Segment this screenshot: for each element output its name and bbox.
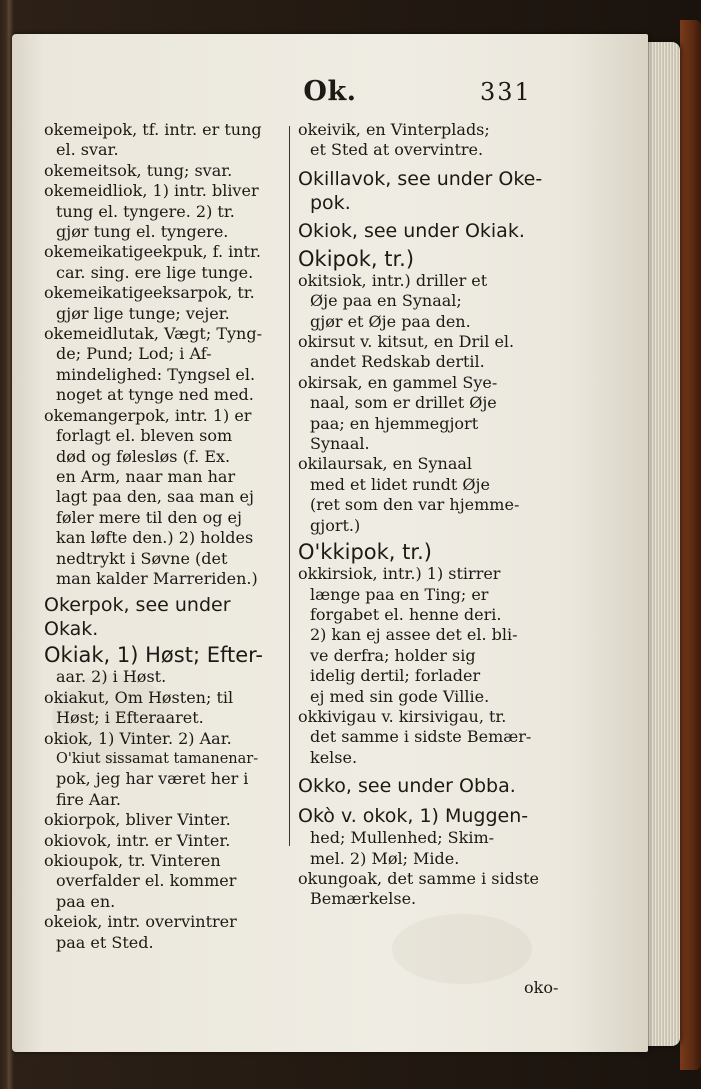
text-line: okiok, 1) Vinter. 2) Aar. (44, 728, 232, 748)
text-line: med et lidet rundt Øje (310, 474, 490, 494)
text-line: okioupok, tr. Vinteren (44, 851, 221, 870)
text-line: okemeikatigeeksarpok, tr. (44, 283, 255, 303)
text-line: naal, som er drillet Øje (310, 393, 497, 413)
text-line: Synaal. (310, 434, 370, 454)
text-line: okemeipok, tf. intr. er tung (44, 120, 262, 139)
running-header: Ok. (303, 76, 357, 107)
text-line: okirsut v. kitsut, en Dril el. (298, 332, 515, 352)
text-line: føler mere til den og ej (56, 507, 242, 527)
text-line: O'kiut sissamat tamanenar- (56, 750, 259, 767)
text-line: okemeidliok, 1) intr. bliver (44, 181, 259, 201)
text-line: overfalder el. kommer (56, 871, 237, 891)
text-line: okemeidlutak, Vægt; Tyng- (44, 324, 262, 344)
text-line: paa en. (56, 891, 116, 911)
text-line: gjør et Øje paa den. (310, 311, 471, 331)
text-line: okilaursak, en Synaal (298, 454, 473, 474)
text-line: noget at tynge ned med. (56, 385, 254, 405)
text-line: gjort.) (310, 515, 361, 535)
text-line: okemangerpok, intr. 1) er (44, 405, 252, 425)
text-line: lagt paa den, saa man ej (56, 487, 254, 507)
text-line: Øje paa en Synaal; (310, 291, 462, 311)
text-line: okitsiok, intr.) driller et (298, 270, 488, 290)
text-line: ej med sin gode Villie. (310, 686, 490, 706)
text-line: 2) kan ej assee det el. bli- (310, 625, 518, 645)
text-line: pok, jeg har været her i (56, 769, 249, 789)
text-line: kelse. (310, 747, 358, 767)
book-cover-edge (680, 20, 701, 1070)
text-line: det samme i sidste Bemær- (310, 727, 532, 747)
text-line: okungoak, det samme i sidste (298, 868, 539, 888)
text-line: pok. (310, 191, 351, 214)
text-line: Okillavok, see under Oke- (298, 167, 543, 190)
text-line: gjør tung el. tyngere. (56, 222, 229, 242)
right-column (298, 120, 594, 910)
text-line: kan løfte den.) 2) holdes (56, 528, 254, 548)
text-line: Okiak, 1) Høst; Efter- (44, 643, 264, 668)
text-line: andet Redskab dertil. (310, 352, 485, 372)
text-line: de; Pund; Lod; i Af- (56, 344, 212, 364)
text-line: okkivigau v. kirsivigau, tr. (298, 706, 507, 726)
text-line: død og følesløs (f. Ex. (56, 446, 231, 466)
catchword: oko- (524, 978, 559, 997)
text-line: Okiok, see under Okiak. (298, 219, 525, 242)
text-line: Høst; i Efteraaret. (56, 708, 204, 728)
text-line: okemeikatigeekpuk, f. intr. (44, 242, 261, 262)
text-line: mindelighed: Tyngsel el. (56, 364, 256, 384)
text-line: okiakut, Om Høsten; til (44, 687, 234, 707)
text-line: et Sted at overvintre. (310, 140, 484, 160)
text-line: Okò v. okok, 1) Muggen- (298, 805, 529, 828)
paper-stain (392, 914, 532, 984)
page-number: 331 (480, 78, 532, 106)
text-line: tung el. tyngere. 2) tr. (56, 201, 235, 221)
text-line: nedtrykt i Søvne (det (56, 548, 228, 568)
text-line: paa; en hjemmegjort (310, 413, 479, 433)
text-line: aar. 2) i Høst. (56, 667, 167, 687)
text-line: okeivik, en Vinterplads; (298, 120, 490, 139)
text-line: Okko, see under Obba. (298, 775, 516, 798)
text-line: mel. 2) Møl; Mide. (310, 848, 460, 868)
text-line: forlagt el. bleven som (56, 426, 233, 446)
text-line: car. sing. ere lige tunge. (56, 262, 254, 282)
text-line: ve derfra; holder sig (310, 645, 476, 665)
text-line: paa et Sted. (56, 932, 154, 952)
text-line: forgabet el. henne deri. (310, 604, 502, 624)
text-line: man kalder Marreriden.) (56, 568, 258, 588)
dictionary-page (12, 34, 648, 1052)
text-line: gjør lige tunge; vejer. (56, 303, 230, 323)
text-line: O'kkipok, tr.) (298, 540, 432, 565)
text-line: fire Aar. (56, 789, 121, 809)
text-line: en Arm, naar man har (56, 466, 236, 486)
text-line: okeiok, intr. overvintrer (44, 912, 237, 932)
text-line: Bemærkelse. (310, 889, 417, 909)
text-line: Okerpok, see under Okak. (44, 594, 231, 641)
text-line: Okipok, tr.) (298, 246, 415, 271)
text-line: okkirsiok, intr.) 1) stirrer (298, 564, 501, 584)
text-line: okirsak, en gammel Sye- (298, 372, 498, 392)
text-line: el. svar. (56, 140, 119, 160)
text-line: idelig dertil; forlader (310, 666, 481, 686)
text-line: hed; Mullenhed; Skim- (310, 828, 495, 848)
text-line: okiorpok, bliver Vinter. (44, 810, 231, 830)
text-line: længe paa en Ting; er (310, 584, 489, 604)
text-line: (ret som den var hjemme- (310, 495, 520, 515)
text-line: okemeitsok, tung; svar. (44, 160, 233, 180)
left-column (44, 120, 290, 953)
text-line: okiovok, intr. er Vinter. (44, 830, 231, 850)
